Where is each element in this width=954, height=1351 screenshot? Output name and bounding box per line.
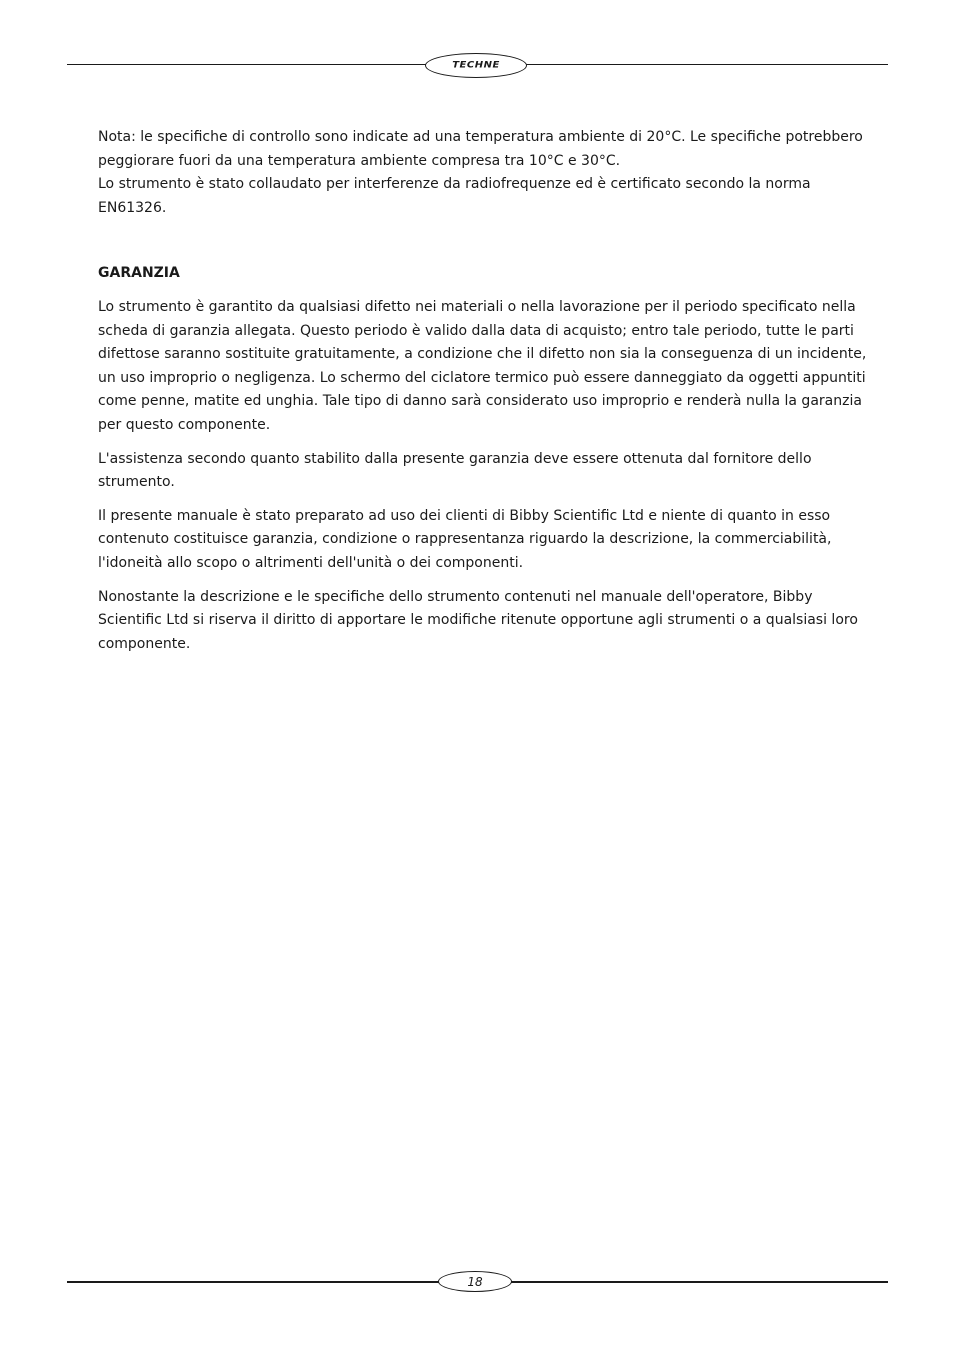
page-content bbox=[98, 126, 868, 666]
logo-text: TECHNE bbox=[452, 60, 500, 71]
note-block bbox=[98, 126, 868, 220]
page-number: 18 bbox=[467, 1274, 483, 1289]
note-line: Nota: le specifiche di controllo sono indicate ad una temperatura ambiente di 20°C. Le specifiche potrebbero peggiorare fuori da una temperatura ambiente compresa tra 10°C e 30°C. bbox=[98, 129, 863, 169]
warranty-paragraph: Lo strumento è garantito da qualsiasi difetto nei materiali o nella lavorazione per il periodo specificato nella scheda di garanzia allegata. Questo periodo è valido dalla data di acquisto; entro tale periodo, tutte le parti difettose saranno sostituite gratuitamente, a condizione che il difetto non sia la conseguenza di un incidente, un uso improprio o negligenza. Lo schermo del ciclatore termico può essere danneggiato da oggetti appuntiti come penne, matite ed unghia. Tale tipo di danno sarà considerato uso improprio e renderà nulla la garanzia per questo componente. bbox=[98, 298, 867, 433]
section-heading: GARANZIA bbox=[98, 265, 180, 282]
warranty-paragraph: Il presente manuale è stato preparato ad uso dei clienti di Bibby Scientific Ltd e niente di quanto in esso contenuto costituisce garanzia, condizione o rappresentanza riguardo la descrizione, la commerciabilità, l'idoneità allo scopo o altrimenti dell'unità o dei componenti. bbox=[98, 507, 832, 571]
warranty-paragraph: L'assistenza secondo quanto stabilito dalla presente garanzia deve essere ottenuta dal fornitore dello strumento. bbox=[98, 450, 812, 491]
note-line: Lo strumento è stato collaudato per interferenze da radiofrequenze ed è certificato secondo la norma EN61326. bbox=[98, 176, 811, 216]
page-number-badge bbox=[438, 1271, 512, 1292]
warranty-paragraph: Nonostante la descrizione e le specifiche dello strumento contenuti nel manuale dell'operatore, Bibby Scientific Ltd si riserva il diritto di apportare le modifiche ritenute opportune agli strumenti o a qualsiasi loro componente. bbox=[98, 588, 858, 652]
techne-logo bbox=[425, 53, 527, 78]
